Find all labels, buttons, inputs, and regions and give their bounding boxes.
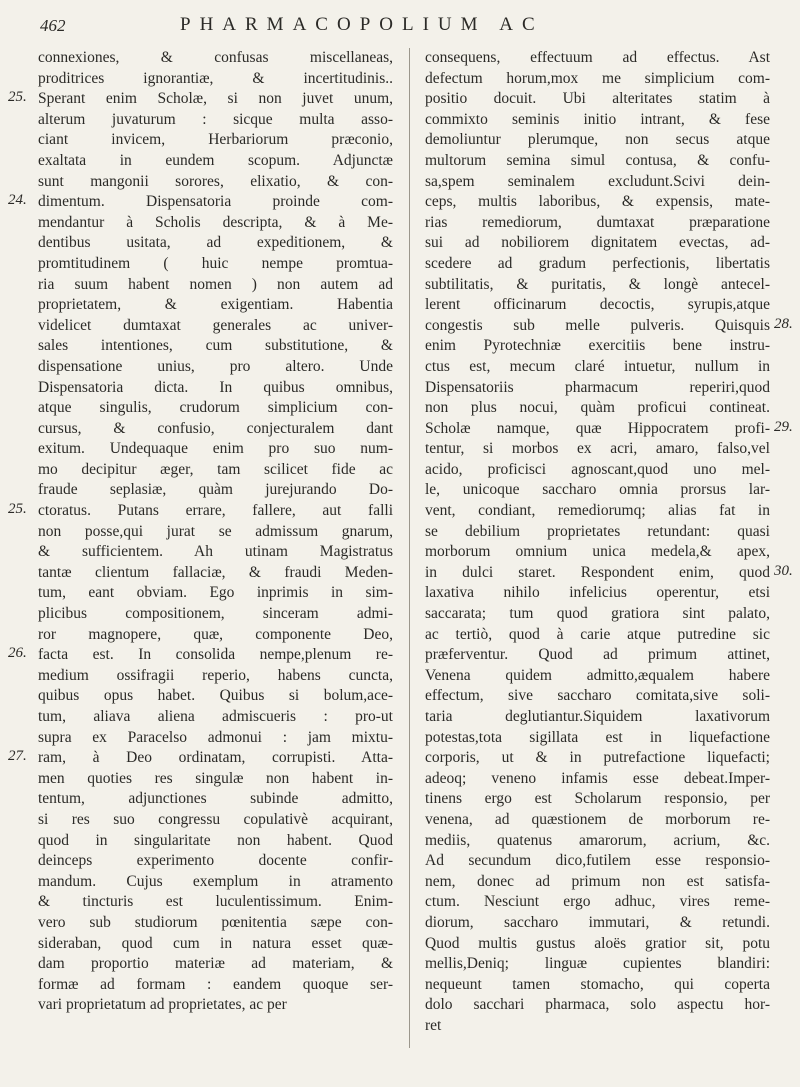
text-line: taria deglutiantur.Siquidem laxativorum (425, 708, 770, 725)
margin-section-number: 25. (8, 501, 27, 518)
text-line: formæ ad formam : eandem quoque ser- (38, 975, 393, 993)
text-line: dentibus usitata, ad expeditionem, & (38, 234, 393, 252)
text-line: ceps, multis laboribus, & expensis, mate- (425, 193, 770, 211)
text-line: quod in singularitate non habent. Quod (38, 831, 393, 849)
text-line: tentur, si morbos ex acri, amaro, falso,vel (425, 440, 770, 458)
margin-section-number: 29. (774, 418, 793, 435)
text-line: facta est. In consolida nempe,plenum re- (38, 646, 393, 664)
right-text-column (425, 48, 770, 1037)
text-line: Dispensatoria dicta. In quibus omnibus, (38, 378, 393, 396)
text-line: enim Pyrotechniæ exercitiis bene instru- (425, 337, 770, 355)
text-line: Quod multis gustus aloës gratior sit, potu (425, 934, 770, 952)
text-line: sa,spem seminalem excludunt.Scivi dein- (425, 172, 770, 190)
text-line: lerent officinarum decoctis, syrupis,atque (425, 296, 770, 314)
text-line: acido, proficisci agnoscant,quod uno mel- (425, 460, 770, 478)
text-line: tentum, adjunctiones subinde admitto, (38, 790, 393, 808)
margin-section-number: 28. (774, 315, 793, 332)
text-line: vari proprietatum ad proprietates, ac per (38, 996, 287, 1014)
text-line: ram, à Deo ordinatam, corrupisti. Atta- (38, 749, 393, 767)
text-line: cursus, & confusio, conjecturalem dant (38, 419, 393, 437)
text-line: corporis, ut & in putrefactione liquefacti; (425, 749, 770, 767)
text-line: multorum semina simul contusa, & confu- (425, 151, 770, 169)
text-line: sideraban, quod cum in natura esset quæ- (38, 934, 393, 952)
text-line: ctum. Nesciunt ergo adhuc, vires reme- (425, 893, 770, 911)
text-line: dolo sacchari pharmaca, solo aspectu hor- (425, 996, 770, 1014)
text-line: Sperant enim Scholæ, si non juvet unum, (38, 90, 393, 108)
text-line: atque singulis, crudorum simplicium con- (38, 399, 393, 417)
text-line: ror magnopere, quæ, componente Deo, (38, 625, 393, 643)
text-line: Scholæ namque, quæ Hippocratem profi- (425, 419, 770, 437)
running-title: PHARMACOPOLIUM AC (180, 14, 544, 35)
text-line: Dispensatoriis pharmacum reperiri,quod (425, 378, 770, 396)
text-line: tum, aliava aliena admiscueris : pro-ut (38, 708, 393, 725)
page-number: 462 (40, 16, 66, 35)
text-line: scedere ad gradum perfectionis, libertatis (425, 254, 770, 272)
text-line: promtitudinem ( huic nempe promtua- (38, 254, 393, 272)
text-line: videlicet dumtaxat generales ac univer- (38, 316, 393, 334)
text-line: tinens ergo est Scholarum responsio, per (425, 790, 770, 808)
text-line: subtilitatis, & puritatis, & longè antecel- (425, 275, 770, 293)
text-line: dam proportio materiæ ad materiam, & (38, 955, 393, 973)
text-line: rias remediorum, dumtaxat præparatione (425, 213, 770, 231)
text-line: connexiones, & confusas miscellaneas, (38, 49, 393, 66)
text-line: proditrices ignorantiæ, & incertitudinis.. (38, 69, 393, 87)
text-line: ctus est, mecum claré intuetur, nullum in (425, 357, 770, 375)
text-line: non plus nocui, quàm proficui contineat. (425, 399, 770, 417)
text-line: consequens, effectuum ad effectus. Ast (425, 49, 770, 66)
margin-section-number: 25. (8, 89, 27, 106)
text-line: adeoq; veneno infamis esse debeat.Imper- (425, 769, 770, 787)
text-line: Ad secundum dico,futilem esse responsio- (425, 852, 770, 870)
text-line: supra ex Paracelso admonui : jam mixtu- (38, 728, 393, 746)
text-line: vero sub studiorum pœnitentia sæpe con- (38, 913, 393, 931)
text-line: quibus opus habet. Quibus si bolum,ace- (38, 687, 393, 705)
text-line: mellis,Deniq; linguæ cupientes blandiri: (425, 955, 770, 973)
text-line: Venena quidem admitto,æqualem habere (425, 666, 770, 684)
text-line: mediis, quatenus amarorum, acrium, &c. (425, 831, 770, 849)
text-line: potestas,tota sigillata est in liquefactione (425, 728, 770, 746)
text-line: tum, eant obviam. Ego inprimis in sim- (38, 584, 393, 602)
text-line: ciant invicem, Herbariorum præconio, (38, 131, 393, 149)
text-line: dispensatione unius, pro altero. Unde (38, 357, 393, 375)
text-line: nequeunt tamen stomacho, qui coperta (425, 975, 770, 993)
column-divider (409, 48, 410, 1048)
page-header (30, 14, 770, 44)
text-line: se debilium proprietates retundant: quasi (425, 522, 770, 540)
text-line: men quoties res singulæ non habent in- (38, 769, 393, 787)
text-line: ctoratus. Putans errare, fallere, aut falli (38, 502, 393, 520)
text-line: defectum horum,mox me simplicium com- (425, 69, 770, 87)
text-line: sui ad nobiliorem dignitatem evectas, ad- (425, 234, 770, 252)
text-line: exaltata in eundem scopum. Adjunctæ (38, 151, 393, 169)
margin-section-number: 24. (8, 192, 27, 209)
text-line: non posse,qui jurat se admissum gnarum, (38, 522, 393, 540)
text-line: dimentum. Dispensatoria proinde com- (38, 193, 393, 211)
margin-section-number: 26. (8, 645, 27, 662)
text-line: proprietatem, & exigentiam. Habentia (38, 296, 393, 314)
text-line: congestis sub melle pulveris. Quisquis (425, 316, 770, 334)
text-line: mandum. Cujus exemplum in atramento (38, 872, 393, 890)
text-line: fraude seplasiæ, quàm jurejurando Do- (38, 481, 393, 499)
text-line: commixto seminis initio intrant, & fese (425, 110, 770, 128)
text-line: præferventur. Quod ad primum attinet, (425, 646, 770, 664)
text-line: sunt mangonii sorores, elixatio, & con- (38, 172, 393, 190)
text-line: ac tertiò, quod à carie atque putredine sic (425, 625, 770, 643)
text-line: alterum juvaturum : sicque multa asso- (38, 110, 393, 128)
text-line: plicibus compositionem, sinceram admi- (38, 605, 393, 623)
text-line: demoliuntur plerumque, non secus atque (425, 131, 770, 149)
text-line: nem, donec ad primum non est satisfa- (425, 872, 770, 890)
text-line: ria suum habent nomen ) non autem ad (38, 275, 393, 293)
text-line: ret (425, 1016, 442, 1034)
text-line: si res suo congressu copulativè acquirant, (38, 810, 393, 828)
text-line: le, unicoque saccharo omnia prorsus lar- (425, 481, 770, 499)
text-line: saccarata; tum quod gratiora sint palato, (425, 605, 770, 623)
text-line: exitum. Undequaque enim pro suo num- (38, 440, 393, 458)
text-line: diorum, saccharo immutari, & retundi. (425, 913, 770, 931)
left-text-column (38, 48, 393, 1016)
text-line: mendantur à Scholis descripta, & à Me- (38, 213, 393, 231)
text-line: & sufficientem. Ah utinam Magistratus (38, 543, 393, 561)
text-line: & tincturis est luculentissimum. Enim- (38, 893, 393, 911)
text-line: effectum, sive saccharo comitata,sive soli- (425, 687, 770, 705)
text-line: medium ossifragii reperio, habens cuncta, (38, 666, 393, 684)
text-line: positio docuit. Ubi alteritates statim à (425, 90, 770, 108)
text-line: mo decipitur æger, tam scilicet fide ac (38, 460, 393, 478)
text-line: deinceps experimento docente confir- (38, 852, 393, 870)
text-line: tantæ clientum fallaciæ, & fraudi Meden- (38, 563, 393, 581)
text-line: morborum omnium unica medela,& apex, (425, 543, 770, 561)
margin-section-number: 27. (8, 748, 27, 765)
text-line: vent, condiant, remediorumq; alias fat in (425, 502, 770, 520)
text-line: laxativa nihilo infelicius operentur, etsi (425, 584, 770, 602)
text-line: in dulci staret. Respondent enim, quod (425, 563, 770, 581)
text-line: venena, ad quæstionem de morborum re- (425, 810, 770, 828)
margin-section-number: 30. (774, 563, 793, 579)
text-line: sales intentiones, cum substitutione, & (38, 337, 393, 355)
